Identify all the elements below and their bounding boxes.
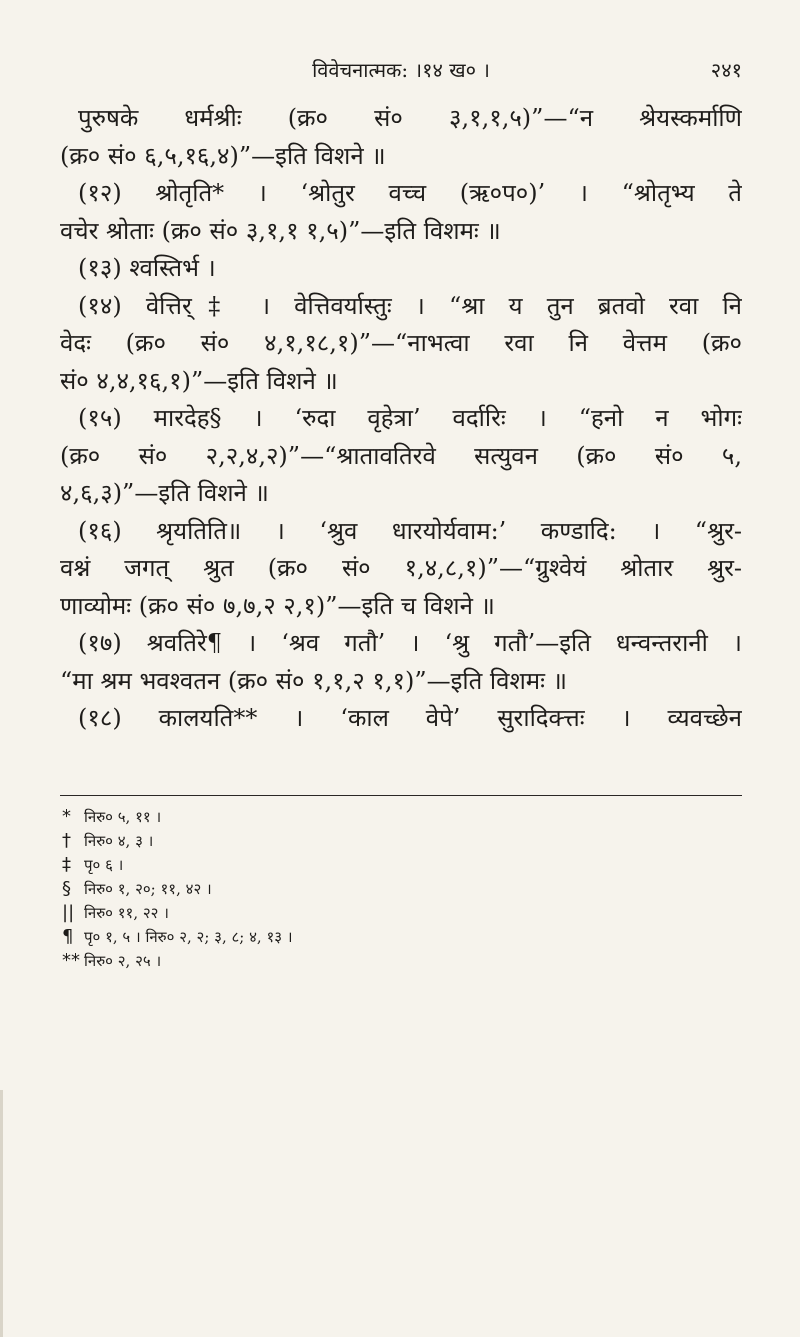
text-line: (१४) वेत्तिर्‡ । वेत्तिवर्यास्तुः । “श्रा य तुन ब्रतवो रवा नि [78,291,742,320]
footnote-text: निरु० १, २०; ११, ४२ । [84,880,212,898]
text-line: ४,६,३)”—इति विशने ॥ [60,479,269,507]
footnote-mark: || [62,902,75,923]
text-line: वश्नं जगत् श्रुत (क्र० सं० १,४,८,१)”—“ग्रुश्वेयं श्रोतार श्रुर- [60,554,742,582]
page-number: २४१ [710,58,742,82]
footnotes [62,805,742,1085]
text-line: वेदः (क्र० सं० ४,१,१८,१)”—“नाभत्वा रवा नि वेत्तम (क्र० [60,329,742,357]
text-line: (१५) मारदेह§ । ‘रुदा वृहेत्रा’ वर्दारिः । “हनो न भोगः [78,404,742,432]
text-line: पुरुषके धर्मश्रीः (क्र० सं० ३,१,१,५)”—“न श्रेयस्कर्माणि [78,104,742,132]
footnote [62,805,742,829]
text-line: सं० ४,४,१६,१)”—इति विशने ॥ [60,366,338,395]
footnote [62,829,742,853]
footnote-mark: § [62,878,71,899]
footnote [62,901,742,925]
footnote [62,949,742,973]
footnote [62,877,742,901]
footnote-mark: ¶ [62,926,74,947]
text-line: (१७) श्रवतिरे¶ । ‘श्रव गतौ’ । ‘श्रु गतौ’—इति धन्वन्तरानी । [78,629,742,657]
text-line: (१३) श्वस्तिर्भ । [78,254,216,282]
footnote [62,925,742,949]
text-line: (क्र० सं० ६,५,१६,४)”—इति विशने ॥ [60,141,386,170]
text-line: णाव्योमः (क्र० सं० ७,७,२ २,१)”—इति च विशने ॥ [60,591,495,620]
text-line: (१८) कालयति** । ‘काल वेपे’ सुरादिक्त्तः । व्यवच्छेन [78,704,742,732]
footnote-divider [60,795,742,796]
footnote-mark: ** [62,950,80,971]
running-title: विवेचनात्मक: ।१४ ख० । [312,57,490,82]
footnote-mark: * [62,806,71,827]
footnote-text: पृ० ६ । [84,856,124,874]
text-line: (१२) श्रोतृति* । ‘श्रोतुर वच्च (ऋ०प०)’ । “श्रोतृभ्य ते [78,179,742,207]
footnote-text: निरु० ११, २२ । [84,904,169,922]
footnote-text: निरु० ४, ३ । [84,832,154,850]
footnote [62,853,742,877]
text-line: वचेर श्रोताः (क्र० सं० ३,१,१ १,५)”—इति विशमः ॥ [60,216,501,245]
footnote-text: निरु० २, २५ । [84,952,162,970]
footnote-mark: ‡ [62,854,71,875]
page-header [60,52,742,86]
footnote-text: पृ० १, ५ । निरु० २, २; ३, ८; ४, १३ । [84,928,293,946]
footnote-text: निरु० ५, ११ । [84,808,162,826]
text-line: “मा श्रम भवश्वतन (क्र० सं० १,१,२ १,१)”—इति विशमः ॥ [60,666,568,695]
text-line: (१६) श्रृयतिति॥ । ‘श्रुव धारयोर्यवाम:’ कण्डादि: । “श्रुर- [78,516,742,545]
main-text [60,100,742,780]
page-edge-shadow [0,1090,3,1337]
footnote-mark: † [62,830,71,851]
text-line: (क्र० सं० २,२,४,२)”—“श्रातावतिरवे सत्युवन (क्र० सं० ५, [60,441,742,470]
